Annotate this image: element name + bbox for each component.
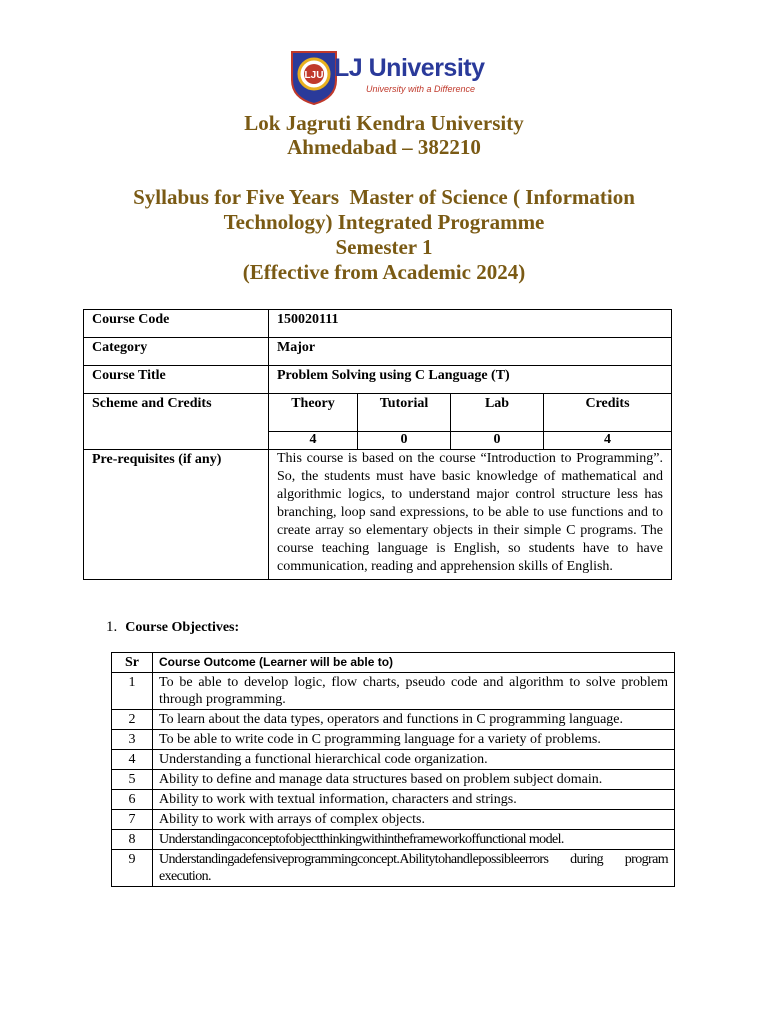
- section-title: Course Objectives:: [125, 620, 240, 635]
- row-sr: 7: [112, 810, 153, 830]
- table-row: [112, 710, 675, 730]
- prereq-label: Pre-requisites (if any): [84, 450, 269, 580]
- row-outcome: Understanding a functional hierarchical code organization.: [153, 750, 675, 770]
- column-header-outcome: Course Outcome (Learner will be able to): [153, 653, 675, 673]
- row-sr: 8: [112, 830, 153, 850]
- table-row: [112, 850, 675, 887]
- course-objectives-table: [111, 652, 675, 887]
- row-sr: 2: [112, 710, 153, 730]
- prereq-text: This course is based on the course “Introduction to Programming”. So, the students must have basic knowledge of mathematical and algorithmic logics, to understand major control structure less has branching, loop sand expressions, to be able to use functions and to create array so elementary objects in their simple C programs. The course teaching language is English, so students have to have communication, reading and apprehension skills of English.: [269, 450, 672, 580]
- table-row: [112, 810, 675, 830]
- scheme-value-lab: 0: [451, 432, 544, 450]
- row-sr: 9: [112, 850, 153, 887]
- row-sr: 5: [112, 770, 153, 790]
- seal-text: LJU: [304, 70, 324, 81]
- row-outcome: To be able to develop logic, flow charts, pseudo code and algorithm to solve problem through programming.: [153, 673, 675, 710]
- table-row: [84, 394, 672, 432]
- table-header-row: [112, 653, 675, 673]
- scheme-label: Scheme and Credits: [84, 394, 269, 450]
- row-sr: 6: [112, 790, 153, 810]
- scheme-value-tutorial: 0: [358, 432, 451, 450]
- course-code-value: 150020111: [269, 310, 672, 338]
- course-title-label: Course Title: [84, 366, 269, 394]
- syllabus-title-line1: Syllabus for Five Years Master of Science ( Information: [133, 185, 635, 209]
- table-row: [84, 338, 672, 366]
- section-number: 1.: [106, 619, 118, 635]
- course-code-label: Course Code: [84, 310, 269, 338]
- scheme-header-lab: Lab: [451, 394, 544, 432]
- row-outcome: Ability to work with arrays of complex objects.: [153, 810, 675, 830]
- table-row: [112, 673, 675, 710]
- table-row: [112, 770, 675, 790]
- row-outcome: Ability to define and manage data structures based on problem subject domain.: [153, 770, 675, 790]
- semester: Semester 1: [335, 235, 433, 259]
- university-name: Lok Jagruti Kendra University: [244, 111, 524, 135]
- course-title-value: Problem Solving using C Language (T): [269, 366, 672, 394]
- scheme-value-theory: 4: [269, 432, 358, 450]
- university-logo: [286, 46, 486, 106]
- table-row: [112, 790, 675, 810]
- row-sr: 3: [112, 730, 153, 750]
- course-info-table: [83, 309, 672, 580]
- table-row: [112, 750, 675, 770]
- category-value: Major: [269, 338, 672, 366]
- table-row: [84, 450, 672, 580]
- row-outcome: To be able to write code in C programming language for a variety of problems.: [153, 730, 675, 750]
- university-city: Ahmedabad – 382210: [287, 135, 481, 159]
- scheme-value-credits: 4: [544, 432, 672, 450]
- table-row: [84, 310, 672, 338]
- scheme-header-tutorial: Tutorial: [358, 394, 451, 432]
- row-sr: 1: [112, 673, 153, 710]
- section-heading: [106, 619, 239, 636]
- table-row: [112, 730, 675, 750]
- scheme-header-theory: Theory: [269, 394, 358, 432]
- row-outcome: Understandingaconceptofobjectthinkingwithintheframeworkoffunctional model.: [153, 830, 675, 850]
- logo-name: LJ University: [334, 54, 485, 82]
- row-sr: 4: [112, 750, 153, 770]
- category-label: Category: [84, 338, 269, 366]
- scheme-header-credits: Credits: [544, 394, 672, 432]
- column-header-sr: Sr: [112, 653, 153, 673]
- logo-tagline: University with a Difference: [366, 84, 476, 94]
- table-row: [112, 830, 675, 850]
- row-outcome: Understandingadefensiveprogrammingconcept.Abilitytohandlepossibleerrors during program execution.: [153, 850, 675, 887]
- syllabus-title-line2: Technology) Integrated Programme: [223, 210, 545, 234]
- row-outcome: To learn about the data types, operators and functions in C programming language.: [153, 710, 675, 730]
- row-outcome: Ability to work with textual information, characters and strings.: [153, 790, 675, 810]
- effective-year: (Effective from Academic 2024): [242, 260, 526, 284]
- table-row: [84, 366, 672, 394]
